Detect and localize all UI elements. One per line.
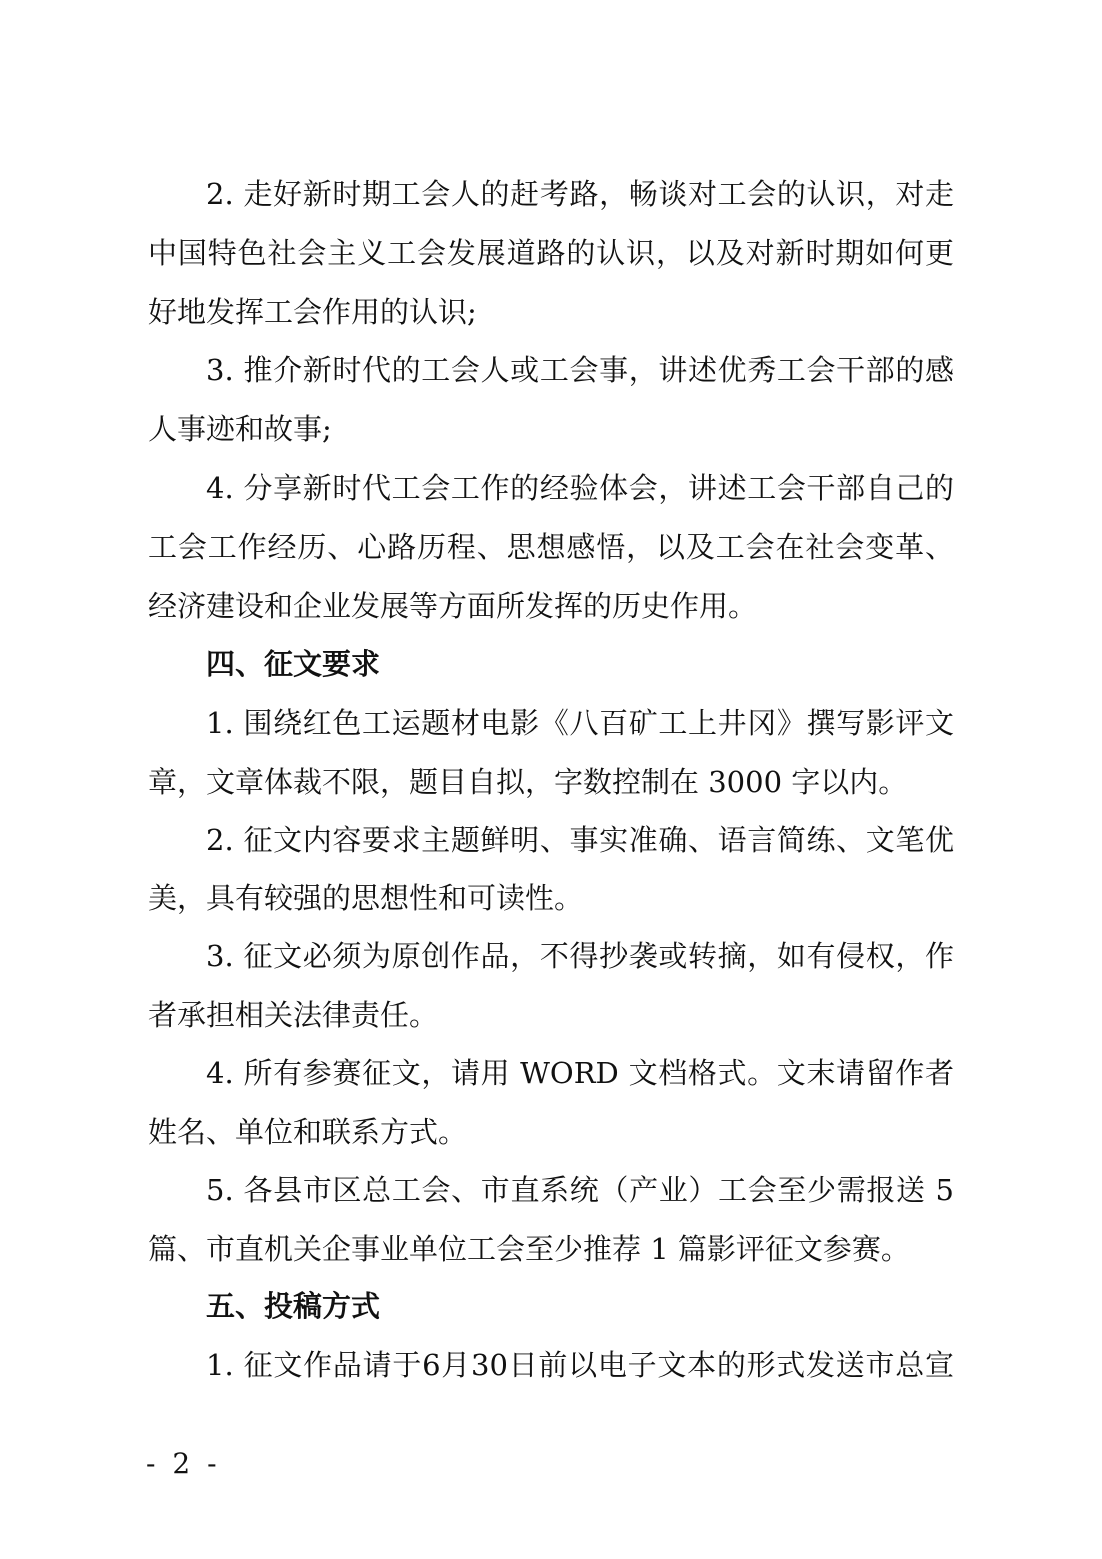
paragraph-line: 篇、市直机关企事业单位工会至少推荐 1 篇影评征文参赛。 bbox=[148, 1232, 910, 1266]
section-heading: 四、征文要求 bbox=[206, 647, 381, 681]
paragraph-line: 1. 围绕红色工运题材电影《八百矿工上井冈》撰写影评文 bbox=[206, 706, 954, 740]
paragraph-line: 2. 走好新时期工会人的赶考路，畅谈对工会的认识，对走 bbox=[206, 177, 954, 211]
paragraph-line: 美，具有较强的思想性和可读性。 bbox=[148, 881, 584, 915]
paragraph-line: 3. 征文必须为原创作品，不得抄袭或转摘，如有侵权，作 bbox=[206, 939, 954, 973]
paragraph-line: 姓名、单位和联系方式。 bbox=[148, 1115, 468, 1149]
paragraph-line: 5. 各县市区总工会、市直系统（产业）工会至少需报送 5 bbox=[206, 1173, 954, 1207]
paragraph-line: 2. 征文内容要求主题鲜明、事实准确、语言简练、文笔优 bbox=[206, 823, 954, 857]
paragraph-line: 工会工作经历、心路历程、思想感悟，以及工会在社会变革、 bbox=[148, 530, 954, 564]
paragraph-line: 1. 征文作品请于6月30日前以电子文本的形式发送市总宣 bbox=[206, 1348, 954, 1382]
paragraph-line: 中国特色社会主义工会发展道路的认识，以及对新时期如何更 bbox=[148, 236, 954, 270]
paragraph-line: 者承担相关法律责任。 bbox=[148, 998, 439, 1032]
paragraph-line: 章，文章体裁不限，题目自拟，字数控制在 3000 字以内。 bbox=[148, 765, 908, 799]
paragraph-line: 经济建设和企业发展等方面所发挥的历史作用。 bbox=[148, 589, 758, 623]
paragraph-line: 4. 分享新时代工会工作的经验体会，讲述工会干部自己的 bbox=[206, 471, 954, 505]
paragraph-line: 好地发挥工会作用的认识; bbox=[148, 295, 477, 329]
page-number: - 2 - bbox=[146, 1447, 221, 1480]
paragraph-line: 3. 推介新时代的工会人或工会事，讲述优秀工会干部的感 bbox=[206, 353, 954, 387]
paragraph-line: 人事迹和故事; bbox=[148, 412, 332, 446]
paragraph-line: 4. 所有参赛征文，请用 WORD 文档格式。文末请留作者 bbox=[206, 1056, 954, 1090]
section-heading: 五、投稿方式 bbox=[206, 1289, 381, 1323]
